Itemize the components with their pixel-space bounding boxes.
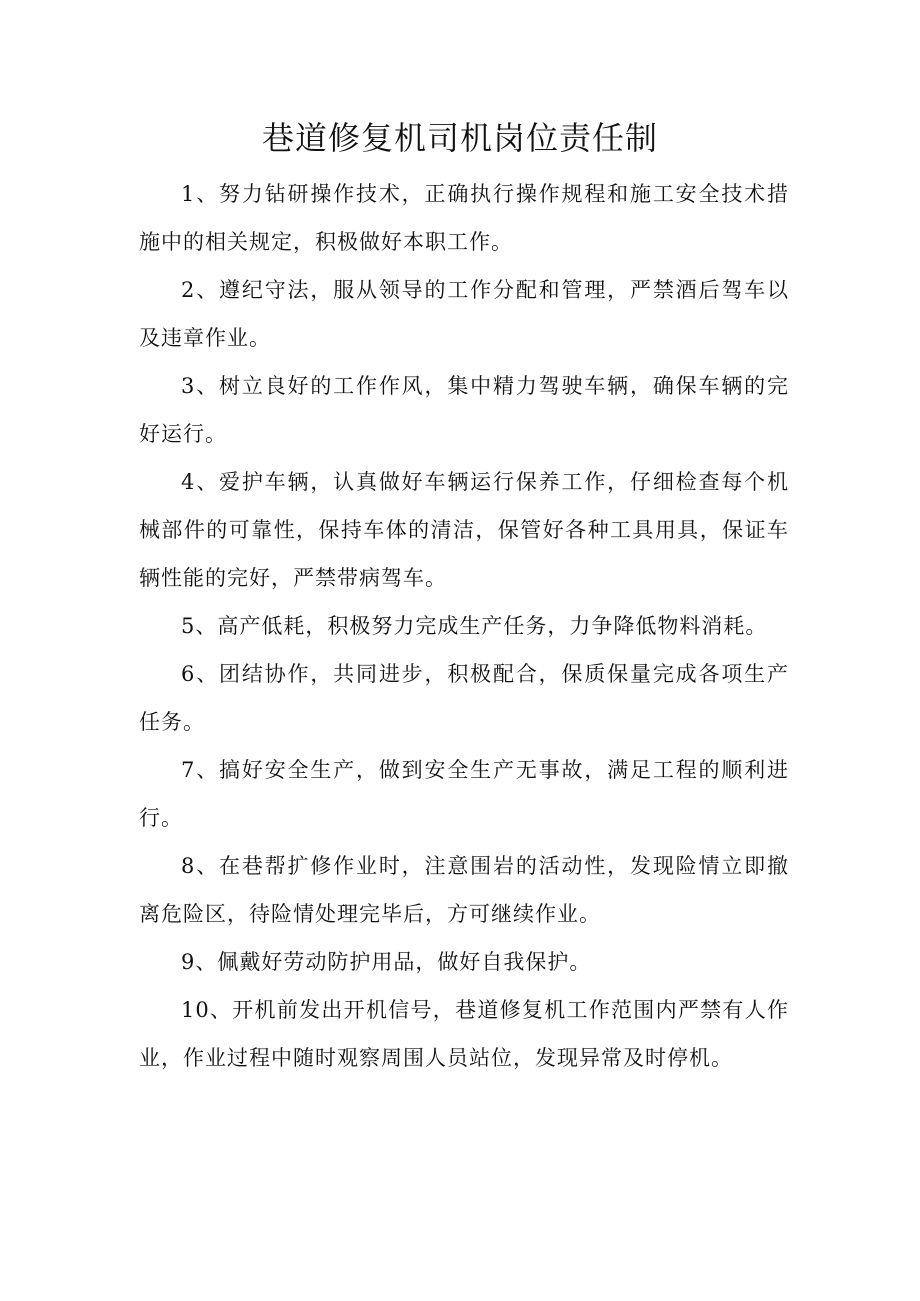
responsibility-item-7: 7、搞好安全生产，做到安全生产无事故，满足工程的顺利进行。 [139,758,789,830]
responsibility-item-6: 6、团结协作，共同进步，积极配合，保质保量完成各项生产任务。 [139,662,789,734]
responsibility-item-2: 2、遵纪守法，服从领导的工作分配和管理，严禁酒后驾车以及违章作业。 [139,278,789,350]
responsibility-item-3: 3、树立良好的工作作风，集中精力驾驶车辆，确保车辆的完好运行。 [139,374,789,446]
responsibility-item-8: 8、在巷帮扩修作业时，注意围岩的活动性，发现险情立即撤离危险区，待险情处理完毕后，方可继续作业。 [139,854,789,926]
responsibility-item-9: 9、佩戴好劳动防护用品，做好自我保护。 [181,950,592,974]
responsibility-item-4: 4、爱护车辆，认真做好车辆运行保养工作，仔细检查每个机械部件的可靠性，保持车体的清洁，保管好各种工具用具，保证车辆性能的完好，严禁带病驾车。 [139,470,789,590]
responsibility-item-1: 1、努力钻研操作技术，正确执行操作规程和施工安全技术措施中的相关规定，积极做好本职工作。 [139,182,789,254]
document-body [139,170,789,1082]
responsibility-item-10: 10、开机前发出开机信号，巷道修复机工作范围内严禁有人作业，作业过程中随时观察周围人员站位，发现异常及时停机。 [139,998,789,1070]
document-title: 巷道修复机司机岗位责任制 [261,119,658,157]
responsibility-item-5: 5、高产低耗，积极努力完成生产任务，力争降低物料消耗。 [181,614,768,638]
